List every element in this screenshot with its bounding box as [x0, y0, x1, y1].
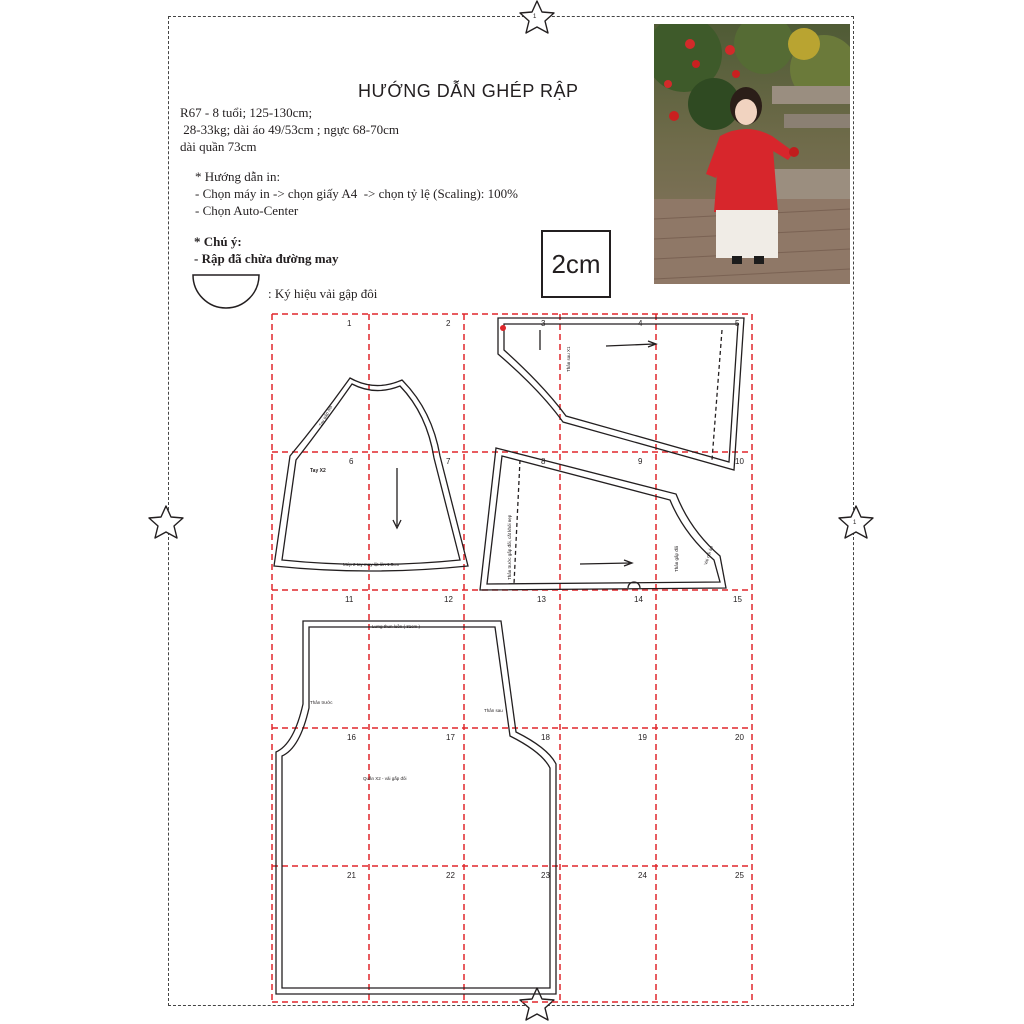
grid-cell-number: 5 [735, 319, 740, 328]
pants-pattern-piece [276, 621, 556, 994]
front-side-label: Vai nối áo [703, 545, 714, 566]
grid-cell-number: 8 [541, 457, 546, 466]
grid-cell-number: 1 [347, 319, 352, 328]
svg-text:1: 1 [853, 520, 857, 526]
front-fold-label: Thân gấp đôi [674, 545, 679, 572]
grid-cell-number: 2 [446, 319, 451, 328]
sleeve-fold-label: Tay gấp đôi [318, 404, 334, 428]
fold-symbol-label: : Ký hiệu vải gập đôi [268, 286, 378, 301]
grid-cell-number: 12 [444, 595, 453, 604]
sleeve-label: Tay X2 [310, 468, 326, 474]
grid-cell-number: 22 [446, 871, 455, 880]
grid-cell-number: 20 [735, 733, 744, 742]
note-text: - Rập đã chừa đường may [194, 251, 339, 266]
grid-cell-number: 11 [345, 595, 354, 604]
grid-cell-number: 24 [638, 871, 647, 880]
grid-cell-number: 19 [638, 733, 647, 742]
sleeve-pattern-piece [274, 378, 468, 571]
front-center-label: Thân trước gấp đôi, cắt khỏi nẹp [507, 514, 512, 580]
grid-cell-number: 3 [541, 319, 546, 328]
grid-cell-number: 10 [735, 457, 744, 466]
sleeve-hem-label: Mép 2 tay may lật lên 1.5cm [343, 562, 400, 567]
grid-cell-number: 25 [735, 871, 744, 880]
note-heading: * Chú ý: [194, 234, 242, 249]
spec-line: dài quần 73cm [180, 139, 257, 154]
pants-note-label: Quần X2 - vải gấp đôi [363, 776, 407, 781]
print-step: - Chọn Auto-Center [195, 203, 299, 218]
back-piece-label: Thân sau X1 [566, 346, 571, 372]
grid-cell-number: 4 [638, 319, 643, 328]
print-heading: * Hướng dẫn in: [195, 169, 281, 184]
grid-lines [272, 314, 752, 1002]
grid-cell-number: 16 [347, 733, 356, 742]
grid-cell-number: 18 [541, 733, 550, 742]
spec-line: R67 - 8 tuổi; 125-130cm; [180, 105, 313, 120]
pants-back-label: Thân sau [484, 708, 503, 713]
grid-cell-number: 13 [537, 595, 546, 604]
print-step: - Chọn máy in -> chọn giấy A4 -> chọn tỷ lệ (Scaling): 100% [195, 186, 518, 201]
back-bodice-pattern-piece [498, 318, 744, 470]
svg-text:1: 1 [533, 14, 537, 20]
grid-cell-number: 9 [638, 457, 643, 466]
grid-cell-number: 23 [541, 871, 550, 880]
pants-waist-label: Lưng thun luồn ( 31cm ) [372, 624, 421, 629]
grid-cell-number: 21 [347, 871, 356, 880]
scale-reference-box: 2cm [541, 230, 611, 298]
spec-line: 28-33kg; dài áo 49/53cm ; ngực 68-70cm [180, 122, 399, 137]
grid-cell-number: 15 [733, 595, 742, 604]
grid-cell-number: 17 [446, 733, 455, 742]
pants-front-label: Thân trước [310, 700, 333, 705]
page-title: HƯỚNG DẪN GHÉP RẬP [358, 81, 579, 101]
grid-cell-number: 7 [446, 457, 451, 466]
grid-cell-number: 14 [634, 595, 643, 604]
front-bodice-pattern-piece [480, 448, 726, 590]
grid-cell-number: 6 [349, 457, 354, 466]
